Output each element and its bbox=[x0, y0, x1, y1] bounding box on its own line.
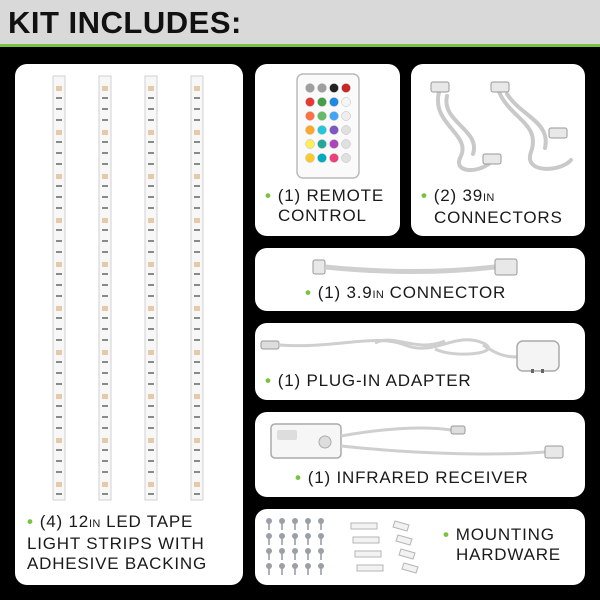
remote-control-icon bbox=[255, 64, 400, 184]
caption-ir-receiver bbox=[295, 468, 585, 488]
strips-line2: LIGHT STRIPS WITH bbox=[27, 534, 205, 553]
receiver-label: (1) INFRARED RECEIVER bbox=[307, 468, 529, 487]
clip-icon bbox=[351, 521, 418, 573]
panel-adapter bbox=[255, 323, 585, 400]
caption-mounting-hardware bbox=[443, 525, 583, 565]
strips-unit: IN bbox=[88, 518, 101, 530]
adapter-label: (1) PLUG-IN ADAPTER bbox=[277, 371, 472, 390]
panel-ir-receiver bbox=[255, 412, 585, 497]
hardware-art bbox=[255, 509, 445, 585]
bullet: • bbox=[265, 186, 272, 205]
ir-receiver-icon bbox=[255, 412, 585, 466]
strips-label: LED TAPE bbox=[100, 512, 194, 531]
header-bar bbox=[0, 0, 600, 44]
bullet: • bbox=[295, 468, 302, 487]
remote-line2: CONTROL bbox=[278, 206, 367, 225]
panel-mounting-hardware bbox=[255, 509, 585, 585]
panel-connectors-39 bbox=[411, 64, 585, 236]
connector-cable-icon bbox=[411, 64, 585, 184]
connector-short-qty: (1) 3.9 bbox=[317, 283, 373, 302]
short-connector-icon bbox=[255, 248, 585, 284]
caption-connector-short bbox=[305, 283, 585, 305]
page-title: KIT INCLUDES: bbox=[8, 5, 242, 40]
led-strip-icon bbox=[15, 64, 243, 504]
hardware-line2: HARDWARE bbox=[456, 545, 561, 564]
bullet: • bbox=[265, 371, 272, 390]
connector-short-label: CONNECTOR bbox=[384, 283, 507, 302]
hardware-line1: MOUNTING bbox=[455, 525, 555, 544]
panel-remote bbox=[255, 64, 400, 236]
caption-remote bbox=[265, 186, 399, 226]
connectors39-qty: (2) 39 bbox=[433, 186, 483, 205]
connector-short-unit: IN bbox=[372, 289, 385, 301]
strips-qty: (4) 12 bbox=[39, 512, 89, 531]
bullet: • bbox=[443, 525, 450, 544]
connectors39-line2: CONNECTORS bbox=[434, 208, 563, 227]
bullet: • bbox=[421, 186, 428, 205]
screw-icon bbox=[266, 518, 324, 575]
connectors39-unit: IN bbox=[482, 192, 495, 204]
remote-line1: (1) REMOTE bbox=[277, 186, 384, 205]
caption-led-strips bbox=[27, 512, 241, 574]
bullet: • bbox=[305, 283, 312, 302]
caption-adapter bbox=[265, 371, 585, 391]
strips-line3: ADHESIVE BACKING bbox=[27, 554, 208, 573]
panel-led-strips bbox=[15, 64, 243, 585]
plug-in-adapter-icon bbox=[255, 323, 585, 373]
bullet: • bbox=[27, 512, 34, 531]
panel-connector-short bbox=[255, 248, 585, 311]
accent-rule bbox=[0, 44, 600, 47]
caption-connectors-39 bbox=[421, 186, 585, 228]
